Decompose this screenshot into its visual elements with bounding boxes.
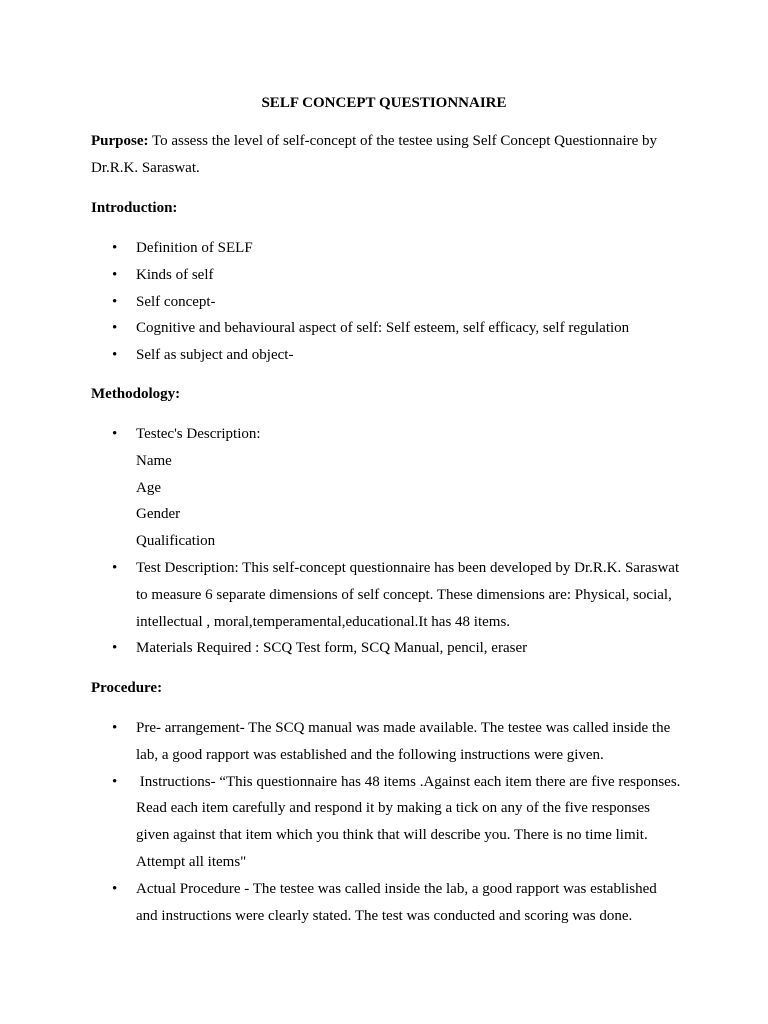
- list-item-materials: • Materials Required : SCQ Test form, SCQ Manual, pencil, eraser: [0, 635, 681, 662]
- list-item: • Cognitive and behavioural aspect of self: Self esteem, self efficacy, self regulation: [0, 315, 681, 342]
- list-item: • Self concept-: [0, 289, 681, 316]
- introduction-heading: Introduction:: [91, 200, 178, 216]
- bullet-icon: •: [112, 880, 118, 897]
- bullet-icon: •: [112, 559, 118, 576]
- list-item: • Kinds of self: [0, 262, 681, 289]
- list-item: • Self as subject and object-: [0, 342, 681, 369]
- methodology-heading: Methodology:: [91, 386, 181, 402]
- document-title: SELF CONCEPT QUESTIONNAIRE: [261, 95, 507, 111]
- bullet-icon: •: [112, 720, 118, 736]
- procedure-heading: Procedure:: [91, 680, 163, 696]
- list-item: • Instructions- “This questionnaire has 48 items .Against each item there are five responses. Read each item carefully and respond it by making a tick on any of the five responses given against that item which you think that will describe you. There is no time limit. Attempt all items": [0, 769, 681, 876]
- bullet-icon: •: [112, 266, 118, 283]
- bullet-icon: •: [112, 773, 118, 790]
- methodology-list: [0, 421, 768, 662]
- list-item: • Actual Procedure - The testee was called inside the lab, a good rapport was established and instructions were clearly stated. The test was conducted and scoring was done.: [0, 876, 681, 930]
- list-item: • Pre- arrangement- The SCQ manual was made available. The testee was called inside the lab, a good rapport was established and the following instructions were given.: [0, 715, 681, 769]
- list-item: • Definition of SELF: [0, 235, 681, 262]
- list-item-testee-description: [0, 421, 681, 555]
- list-item-test-description: • Test Description: This self-concept questionnaire has been developed by Dr.R.K. Saraswat to measure 6 separate dimensions of self concept. These dimensions are: Physical, social, intellectual , moral,temperamental,educational.It has 48 items.: [0, 555, 681, 635]
- testee-field-name: Name: [136, 452, 172, 469]
- bullet-icon: •: [112, 426, 118, 442]
- bullet-icon: •: [112, 240, 118, 256]
- purpose-text: To assess the level of self-concept of the testee using Self Concept Questionnaire by Dr.R.K. Saraswat.: [91, 133, 658, 176]
- purpose-paragraph: [91, 128, 681, 182]
- introduction-list: [0, 235, 768, 369]
- purpose-label: Purpose:: [91, 133, 149, 149]
- bullet-icon: •: [112, 320, 118, 337]
- testee-description-label: Testec's Description:: [136, 426, 261, 442]
- testee-field-qualification: Qualification: [136, 533, 216, 550]
- procedure-list: [0, 715, 768, 929]
- testee-field-age: Age: [136, 479, 161, 496]
- testee-field-gender: Gender: [136, 506, 181, 523]
- bullet-icon: •: [112, 293, 118, 310]
- bullet-icon: •: [112, 347, 118, 364]
- bullet-icon: •: [112, 640, 118, 657]
